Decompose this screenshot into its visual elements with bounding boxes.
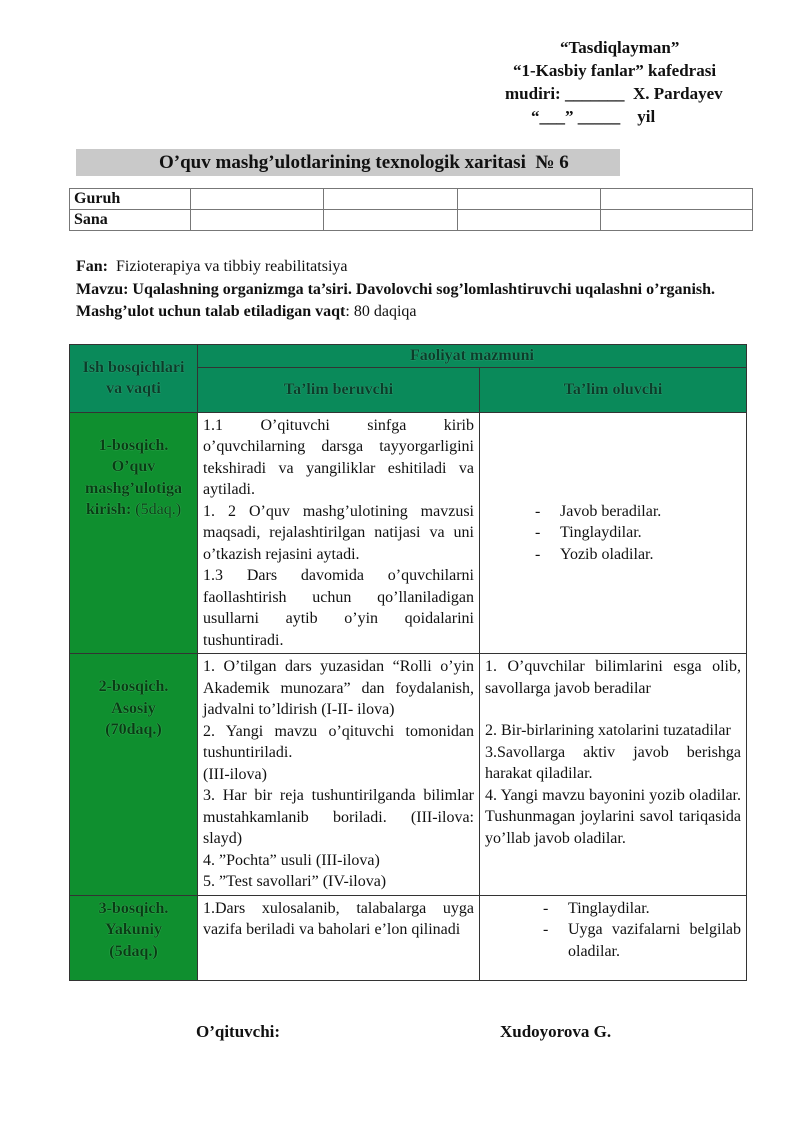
stage-row-3 — [70, 895, 747, 980]
technology-map-table — [69, 344, 747, 981]
date-row — [70, 210, 753, 231]
approval-date: “___” _____ yil — [531, 107, 656, 126]
stage-1-label — [70, 412, 198, 654]
teacher-step: 1.Dars xulosalanib, talabalarga uyga vazifa beriladi va baholari e’lon qilinadi — [203, 899, 474, 938]
date-cell — [191, 210, 324, 231]
student-item: - Javob beradilar. — [525, 501, 741, 523]
approval-department: “1-Kasbiy fanlar” kafedrasi — [513, 61, 717, 80]
teacher-name: Xudoyorova G. — [500, 1022, 612, 1041]
teacher-step: 4. ”Pochta” usuli (III-ilova) — [203, 851, 380, 869]
group-cell — [458, 189, 601, 210]
teacher-step: 2. Yangi mavzu o’qituvchi tomonidan tushuntiriladi. — [203, 722, 474, 761]
page-title: O’quv mashg’ulotlarining texnologik xaritasi № 6 — [159, 152, 569, 173]
subject-line — [76, 256, 746, 278]
teacher-step: (III-ilova) — [203, 765, 267, 783]
teacher-signature-label: O’qituvchi: — [196, 1022, 281, 1041]
group-cell — [601, 189, 753, 210]
date-cell — [601, 210, 753, 231]
header-stage: Ish bosqichlari va vaqti — [70, 345, 198, 413]
stage-2-time: (70daq.) — [105, 721, 162, 738]
approval-title: “Tasdiqlayman” — [560, 38, 680, 57]
header-student: Ta’lim oluvchi — [480, 367, 747, 412]
approval-block — [500, 36, 760, 128]
student-item: - Tinglaydilar. — [525, 522, 741, 544]
group-cell — [191, 189, 324, 210]
stage-2-student — [480, 654, 747, 896]
group-cell — [324, 189, 458, 210]
header-teacher: Ta’lim beruvchi — [198, 367, 480, 412]
group-row — [70, 189, 753, 210]
stage-1-student — [480, 412, 747, 654]
teacher-step: 3. Har bir reja tushuntirilganda bilimlar mustahkamlanib boriladi. (III-ilova: slayd) — [203, 787, 474, 847]
teacher-step: 1. 2 O’quv mashg’ulotining mavzusi maqsadi, rejalashtirilgan natijasi va uni o’tkazish rejasini aytadi. — [203, 502, 474, 563]
stage-row-1 — [70, 412, 747, 654]
time-line — [76, 301, 746, 323]
topic-line: Mavzu: Uqalashning organizmga ta’siri. Davolovchi sog’lomlashtiruvchi uqalashni o’rganish. — [76, 281, 716, 298]
header-row-1 — [70, 345, 747, 368]
lesson-info — [76, 256, 746, 323]
teacher-step: 1. O’tilgan dars yuzasidan “Rolli o’yin Akademik munozara” dan foydalanish, jadvalni to’ldirish (I-II- ilova) — [203, 658, 474, 718]
student-step: 2. Bir-birlarining xatolarini tuzatadilar — [485, 722, 731, 739]
stage-1-teacher — [198, 412, 480, 654]
student-list — [485, 898, 741, 963]
stage-1-time: (5daq.) — [135, 501, 182, 518]
stage-3-label — [70, 895, 198, 980]
stage-3-student — [480, 895, 747, 980]
subject-value: Fizioterapiya va tibbiy reabilitatsiya — [116, 258, 348, 275]
stage-row-2 — [70, 654, 747, 896]
subject-label: Fan: — [76, 258, 108, 275]
stage-2-teacher — [198, 654, 480, 896]
approval-head: mudiri: _______ X. Pardayev — [505, 84, 723, 103]
stage-1-name: 1-bosqich. O’quv mashg’ulotiga kirish: — [85, 436, 182, 518]
student-list — [485, 501, 741, 566]
teacher-step: 5. ”Test savollari” (IV-ilova) — [203, 873, 387, 890]
stage-3-teacher — [198, 895, 480, 980]
student-step: 3.Savollarga aktiv javob berishga harakat qiladilar. — [485, 743, 741, 782]
group-date-table — [69, 188, 753, 231]
time-value: : 80 daqiqa — [345, 303, 417, 320]
date-cell — [458, 210, 601, 231]
student-item: - Yozib oladilar. — [525, 544, 741, 566]
student-step: 4. Yangi mavzu bayonini yozib oladilar. Tushunmagan joylarini savol tariqasida yo’llab javob oladilar. — [485, 786, 741, 847]
group-label: Guruh — [70, 189, 191, 210]
stage-3-time: (5daq.) — [109, 942, 158, 960]
teacher-step: 1.3 Dars davomida o’quvchilarni faollashtirish uchun qo’llaniladigan usullarni aytib o’yin qoidalarini tushuntiradi. — [203, 567, 474, 649]
date-cell — [324, 210, 458, 231]
date-label: Sana — [70, 210, 191, 231]
stage-3-name: 3-bosqich. Yakuniy — [98, 899, 169, 938]
stage-2-label — [70, 654, 198, 896]
student-item: - Tinglaydilar. — [533, 898, 741, 920]
student-step: 1. O’quvchilar bilimlarini esga olib, savollarga javob beradilar — [485, 658, 741, 697]
student-item: - Uyga vazifalarni belgilab oladilar. — [533, 919, 741, 962]
time-label: Mashg’ulot uchun talab etiladigan vaqt — [76, 303, 346, 320]
stage-2-name: 2-bosqich. Asosiy — [98, 678, 169, 717]
teacher-step: 1.1 O’qituvchi sinfga kirib o’quvchilarning darsga tayyorgarligini tekshiradi va yangiliklar eshitiladi va aytiladi. — [203, 416, 474, 498]
header-activity: Faoliyat mazmuni — [198, 345, 747, 368]
